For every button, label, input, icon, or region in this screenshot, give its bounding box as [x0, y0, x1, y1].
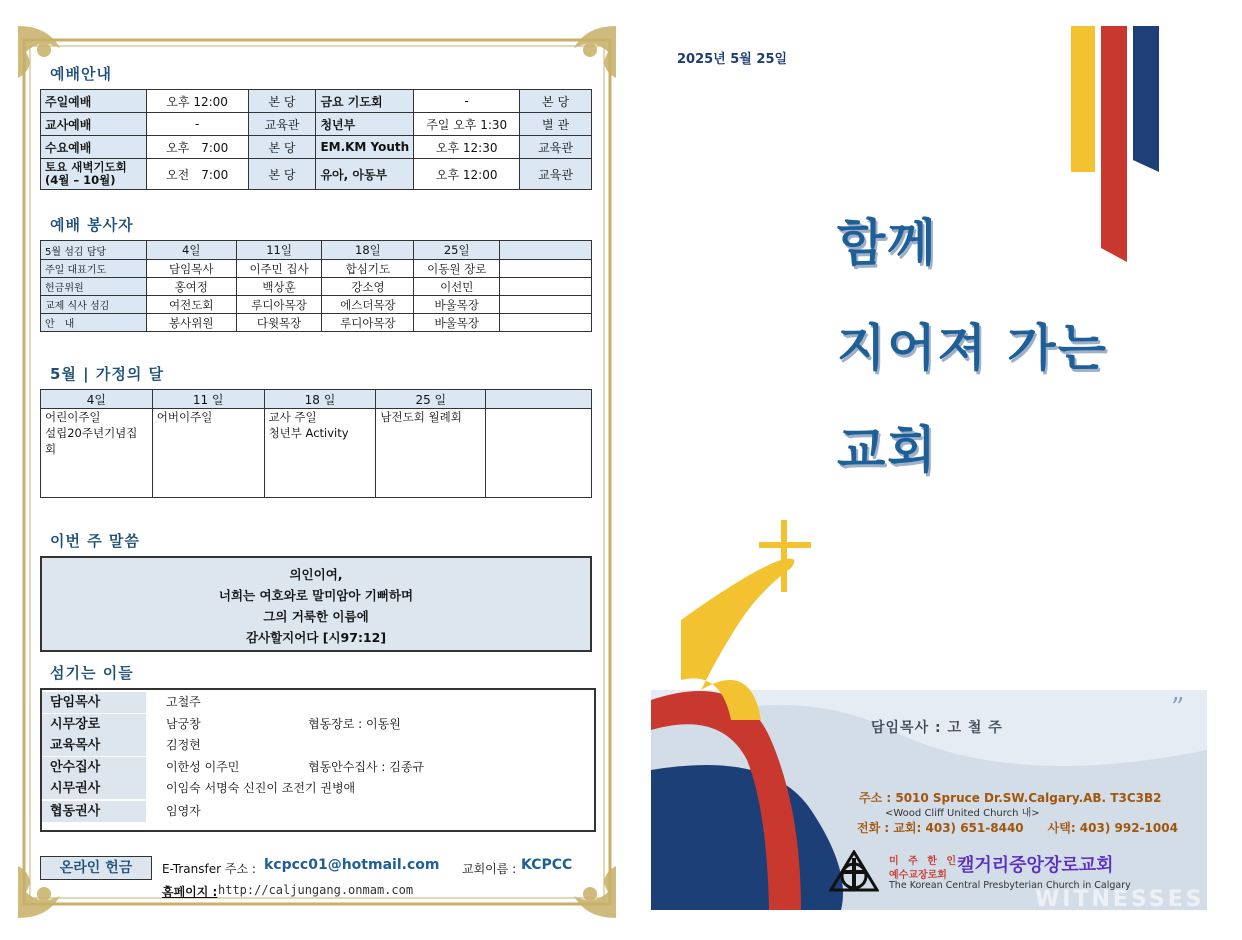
table-cell: 루디아목장 [322, 314, 414, 332]
table-row [41, 136, 592, 159]
cover-title-line-2: 지어져 가는 [837, 319, 1108, 377]
table-cell: 교제 식사 섬김 [41, 296, 147, 314]
table-cell: 다윗목장 [236, 314, 322, 332]
table-cell: 수요예배 [41, 136, 147, 159]
church-address: 주소 : 5010 Spruce Dr.SW.Calgary.AB. T3C3B2 [859, 791, 1162, 805]
staff-co-role: 협동안수집사 : 김종규 [308, 760, 425, 774]
logo-small-text-1: 미 주 한 인 [889, 856, 960, 867]
table-cell [500, 260, 592, 278]
church-address-sub: <Wood Cliff United Church 내> [885, 808, 1040, 819]
staff-role: 안수집사 [42, 757, 146, 778]
table-cell: 헌금위원 [41, 278, 147, 296]
scripture-box [40, 556, 592, 652]
staff-co-role: 협동장로 : 이동원 [308, 717, 401, 731]
table-row [41, 113, 592, 136]
staff-title: 섬기는 이들 [50, 664, 134, 682]
scripture-line: 감사할지어다 [시97:12] [245, 630, 387, 645]
table-cell: 어버이주일 [152, 409, 264, 498]
family-month-title: 5월 | 가정의 달 [50, 365, 165, 383]
table-cell: 오전 7:00 [146, 159, 248, 190]
staff-list [40, 688, 596, 832]
cover-title-line-1: 함께 [837, 214, 938, 272]
scripture-line: 그의 거룩한 이름에 [263, 609, 369, 624]
table-cell: - [414, 90, 520, 113]
table-cell: 담임목사 [146, 260, 236, 278]
table-cell: 루디아목장 [236, 296, 322, 314]
church-logo-icon [829, 850, 879, 892]
table-cell: 본 당 [248, 90, 316, 113]
cover-pastor: 담임목사 : 고 철 주 [871, 720, 1003, 736]
table-cell: 백상훈 [236, 278, 322, 296]
table-header-cell: 25 일 [376, 390, 486, 409]
staff-name: 이임숙 서명숙 신진이 조전기 권병애 [166, 781, 356, 795]
church-name-value: KCPCC [521, 857, 573, 873]
table-header-cell [486, 390, 592, 409]
table-cell: 별 관 [520, 113, 592, 136]
table-cell: 바울목장 [414, 314, 500, 332]
table-cell: 강소영 [322, 278, 414, 296]
staff-row [42, 714, 594, 735]
table-cell: 안 내 [41, 314, 147, 332]
flag-stripes-graphic [1071, 26, 1183, 262]
table-cell: 청년부 [316, 113, 414, 136]
cover-title-line-3: 교회 [837, 421, 938, 479]
staff-row [42, 692, 594, 713]
table-cell: - [146, 113, 248, 136]
table-cell: 이주민 집사 [236, 260, 322, 278]
table-cell: 주일예배 [41, 90, 147, 113]
table-row [41, 296, 592, 314]
staff-name: 고철주 [166, 695, 201, 709]
word-title: 이번 주 말씀 [50, 532, 140, 550]
etransfer-email[interactable]: kcpcc01@hotmail.com [264, 857, 440, 873]
table-header-cell: 5월 섬김 담당 [41, 241, 147, 260]
table-cell [486, 409, 592, 498]
table-cell: 유아, 아동부 [316, 159, 414, 190]
table-header-cell: 4일 [146, 241, 236, 260]
staff-row [42, 778, 594, 799]
homepage-link[interactable]: http://caljungang.onmam.com [218, 883, 414, 897]
worship-guide-title: 예배안내 [50, 65, 112, 83]
table-cell: 오후 7:00 [146, 136, 248, 159]
table-cell: 어린이주일 설립20주년기념집회 [41, 409, 153, 498]
watermark-text: WITNESSES [1035, 887, 1205, 910]
table-cell: 에스더목장 [322, 296, 414, 314]
table-header-cell: 18 일 [264, 390, 376, 409]
church-english-name: The Korean Central Presbyterian Church in Calgary [889, 880, 1131, 891]
table-row [41, 159, 592, 190]
table-cell: 이동원 장로 [414, 260, 500, 278]
logo-small-text-2: 예수교장로회 [889, 870, 947, 881]
table-row [41, 90, 592, 113]
worship-schedule-table [40, 89, 592, 190]
table-cell: 주일 오후 1:30 [414, 113, 520, 136]
bulletin-cover-page [651, 0, 1242, 940]
etransfer-label: E-Transfer 주소 : [162, 862, 256, 876]
staff-name: 이한성 이주민 [166, 760, 240, 774]
table-cell: 교육관 [520, 136, 592, 159]
table-cell [500, 314, 592, 332]
table-cell: 교육관 [520, 159, 592, 190]
table-header-cell: 4일 [41, 390, 153, 409]
table-cell: 바울목장 [414, 296, 500, 314]
table-cell: 본 당 [248, 159, 316, 190]
table-cell: 오후 12:30 [414, 136, 520, 159]
staff-name: 임영자 [166, 804, 201, 818]
table-cell: 금요 기도회 [316, 90, 414, 113]
table-cell: 오후 12:00 [146, 90, 248, 113]
staff-row [42, 735, 594, 756]
table-cell: 오후 12:00 [414, 159, 520, 190]
servants-title: 예배 봉사자 [50, 216, 134, 234]
bulletin-date: 2025년 5월 25일 [677, 52, 788, 67]
table-cell: EM.KM Youth [316, 136, 414, 159]
table-cell [500, 296, 592, 314]
online-offering-label: 온라인 헌금 [40, 856, 152, 880]
table-cell: 교육관 [248, 113, 316, 136]
table-header-cell: 11일 [236, 241, 322, 260]
table-cell: 봉사위원 [146, 314, 236, 332]
table-row [41, 260, 592, 278]
table-cell [500, 278, 592, 296]
scripture-line: 의인이여, [289, 567, 343, 582]
bulletin-inner-page [18, 26, 616, 918]
table-cell: 홍여정 [146, 278, 236, 296]
table-row [41, 314, 592, 332]
staff-name: 김정현 [166, 738, 201, 752]
church-name-label: 교회이름 : [462, 862, 517, 876]
staff-role: 시무장로 [42, 714, 146, 735]
table-cell: 이선민 [414, 278, 500, 296]
servants-table [40, 240, 592, 332]
table-cell: 본 당 [248, 136, 316, 159]
table-cell: 본 당 [520, 90, 592, 113]
staff-row [42, 801, 594, 822]
table-header-cell: 18일 [322, 241, 414, 260]
scripture-line: 너희는 여호와로 말미암아 기뻐하며 [218, 588, 414, 603]
staff-row [42, 757, 594, 778]
staff-role: 시무권사 [42, 778, 146, 799]
table-header-cell: 25일 [414, 241, 500, 260]
staff-role: 교육목사 [42, 735, 146, 756]
staff-name: 남궁창 [166, 717, 201, 731]
table-row [41, 278, 592, 296]
church-phone: 전화 : 교회: 403) 651-8440 사택: 403) 992-1004 [857, 821, 1178, 835]
staff-role: 담임목사 [42, 692, 146, 713]
table-cell: 여전도회 [146, 296, 236, 314]
table-cell: 교사예배 [41, 113, 147, 136]
table-cell: 주일 대표기도 [41, 260, 147, 278]
quote-mark-icon: ” [1171, 693, 1185, 723]
table-cell: 남전도회 월례회 [376, 409, 486, 498]
table-cell: 토요 새벽기도회 (4월 – 10월) [41, 159, 147, 190]
family-month-table [40, 389, 592, 498]
homepage-label: 홈페이지 : [162, 885, 218, 899]
table-header-row [41, 241, 592, 260]
table-row [41, 409, 592, 498]
church-korean-name: 캘거리중앙장로교회 [957, 855, 1114, 876]
table-cell: 합심기도 [322, 260, 414, 278]
table-header-row [41, 390, 592, 409]
table-cell: 교사 주일 청년부 Activity [264, 409, 376, 498]
table-header-cell [500, 241, 592, 260]
staff-role: 협동권사 [42, 801, 146, 822]
table-header-cell: 11 일 [152, 390, 264, 409]
cross-swoosh-graphic [651, 510, 1207, 910]
